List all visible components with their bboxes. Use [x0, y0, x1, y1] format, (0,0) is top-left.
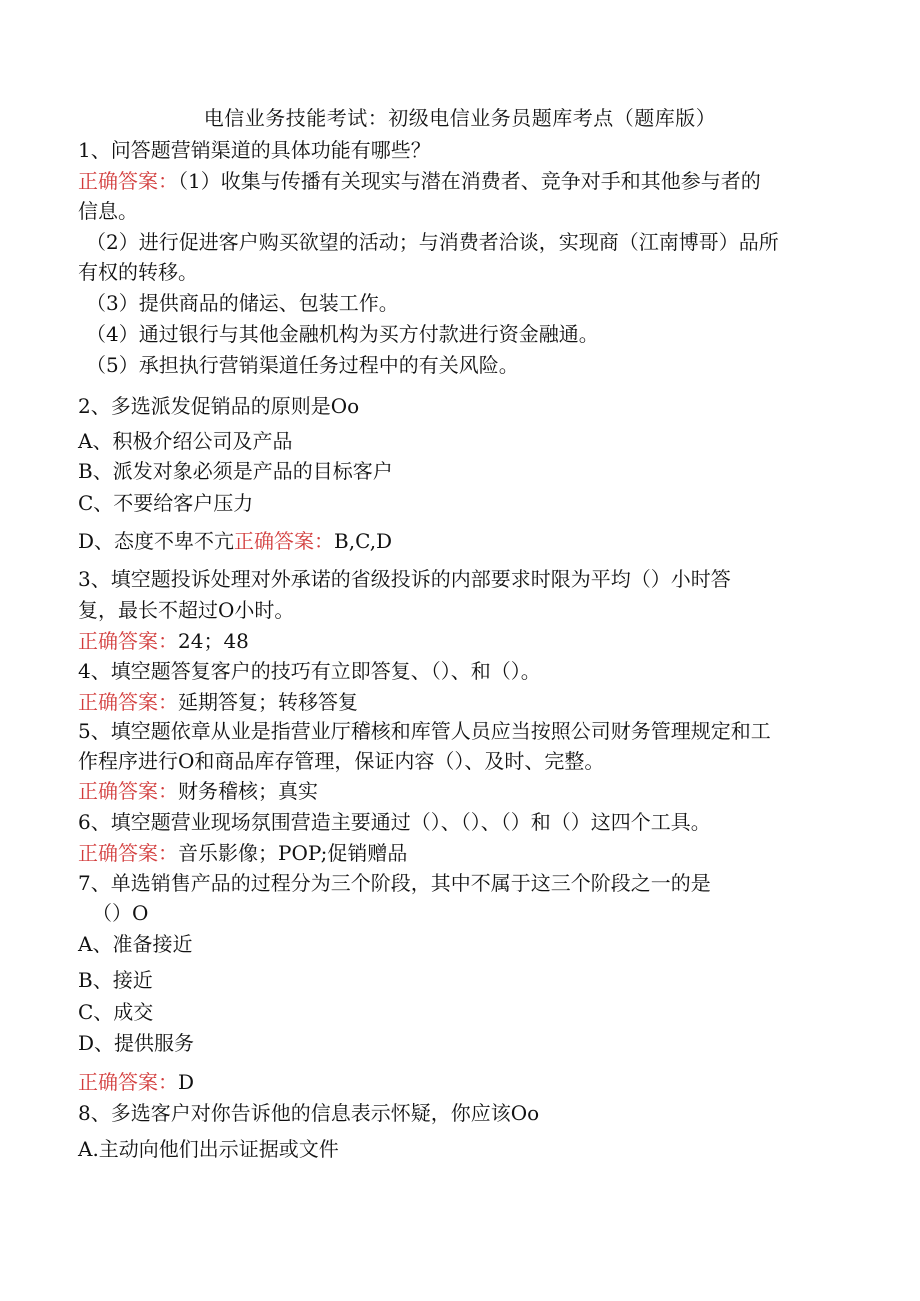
question-5-answer: 财务稽核；真实 [178, 779, 318, 803]
question-7-stem: 7、单选销售产品的过程分为三个阶段，其中不属于这三个阶段之一的是 [78, 871, 711, 895]
answer-label: 正确答案： [78, 690, 178, 714]
question-4-answer: 延期答复；转移答复 [178, 690, 358, 714]
question-2-option-b: B、派发对象必须是产品的目标客户 [78, 459, 393, 483]
question-1-answer-item-4: （4）通过银行与其他金融机构为买方付款进行资金融通。 [86, 322, 599, 346]
question-8-stem: 8、多选客户对你告诉他的信息表示怀疑，你应该Oo [78, 1101, 540, 1125]
question-4-stem: 4、填空题答复客户的技巧有立即答复、（）、和（）。 [78, 659, 541, 683]
question-1-stem: 1、问答题营销渠道的具体功能有哪些？ [78, 138, 431, 162]
answer-label: 正确答案： [78, 629, 178, 653]
answer-label: 正确答案： [78, 1070, 178, 1094]
document-title: 电信业务技能考试：初级电信业务员题库考点（题库版） [203, 106, 717, 130]
question-4-answer-line [78, 688, 358, 716]
question-2-option-c: C、不要给客户压力 [78, 491, 254, 515]
question-2-stem: 2、多选派发促销品的原则是Oo [78, 394, 360, 418]
question-2-option-d-with-answer [78, 527, 392, 555]
question-3-stem-cont: 复，最长不超过O小时。 [78, 598, 295, 622]
question-7-option-b: B、接近 [78, 968, 153, 992]
question-3-answer-line [78, 627, 249, 655]
question-2-answer: B,C,D [334, 529, 393, 553]
answer-label: 正确答案： [78, 169, 178, 193]
question-1-answer-item-2b: 有权的转移。 [78, 260, 198, 284]
answer-label: 正确答案： [78, 841, 178, 865]
question-7-answer-line [78, 1068, 194, 1096]
question-1-answer-item-3: （3）提供商品的储运、包装工作。 [86, 291, 399, 315]
question-5-stem: 5、填空题依章从业是指营业厅稽核和库管人员应当按照公司财务管理规定和工 [78, 719, 771, 743]
answer-label: 正确答案： [234, 529, 335, 553]
answer-item-1: （1）收集与传播有关现实与潜在消费者、竞争对手和其他参与者的 [178, 169, 761, 193]
question-1-answer-item-2: （2）进行促进客户购买欲望的活动；与消费者洽谈，实现商（江南博哥）品所 [86, 230, 779, 254]
answer-label: 正确答案： [78, 779, 178, 803]
question-8-option-a: A.主动向他们出示证据或文件 [78, 1137, 339, 1161]
question-7-stem-cont: （）O [92, 901, 149, 925]
question-1-answer-line-1b: 信息。 [78, 199, 138, 223]
question-7-option-a: A、准备接近 [78, 932, 193, 956]
question-6-answer-line [78, 839, 407, 867]
question-7-answer: D [178, 1070, 195, 1094]
question-2-option-a: A、积极介绍公司及产品 [78, 429, 293, 453]
question-5-answer-line [78, 777, 318, 805]
question-5-stem-cont: 作程序进行O和商品库存管理，保证内容（）、及时、完整。 [78, 749, 605, 773]
question-2-option-d: D、态度不卑不亢 [78, 529, 235, 553]
question-1-answer-item-5: （5）承担执行营销渠道任务过程中的有关风险。 [86, 353, 519, 377]
question-6-stem: 6、填空题营业现场氛围营造主要通过（）、（）、（）和（）这四个工具。 [78, 810, 711, 834]
question-3-stem: 3、填空题投诉处理对外承诺的省级投诉的内部要求时限为平均（）小时答 [78, 567, 731, 591]
question-7-option-c: C、成交 [78, 1000, 154, 1024]
question-1-answer-line-1 [78, 167, 761, 195]
question-7-option-d: D、提供服务 [78, 1031, 195, 1055]
question-6-answer: 音乐影像；POP;促销赠品 [178, 841, 408, 865]
question-3-answer: 24；48 [178, 629, 249, 653]
